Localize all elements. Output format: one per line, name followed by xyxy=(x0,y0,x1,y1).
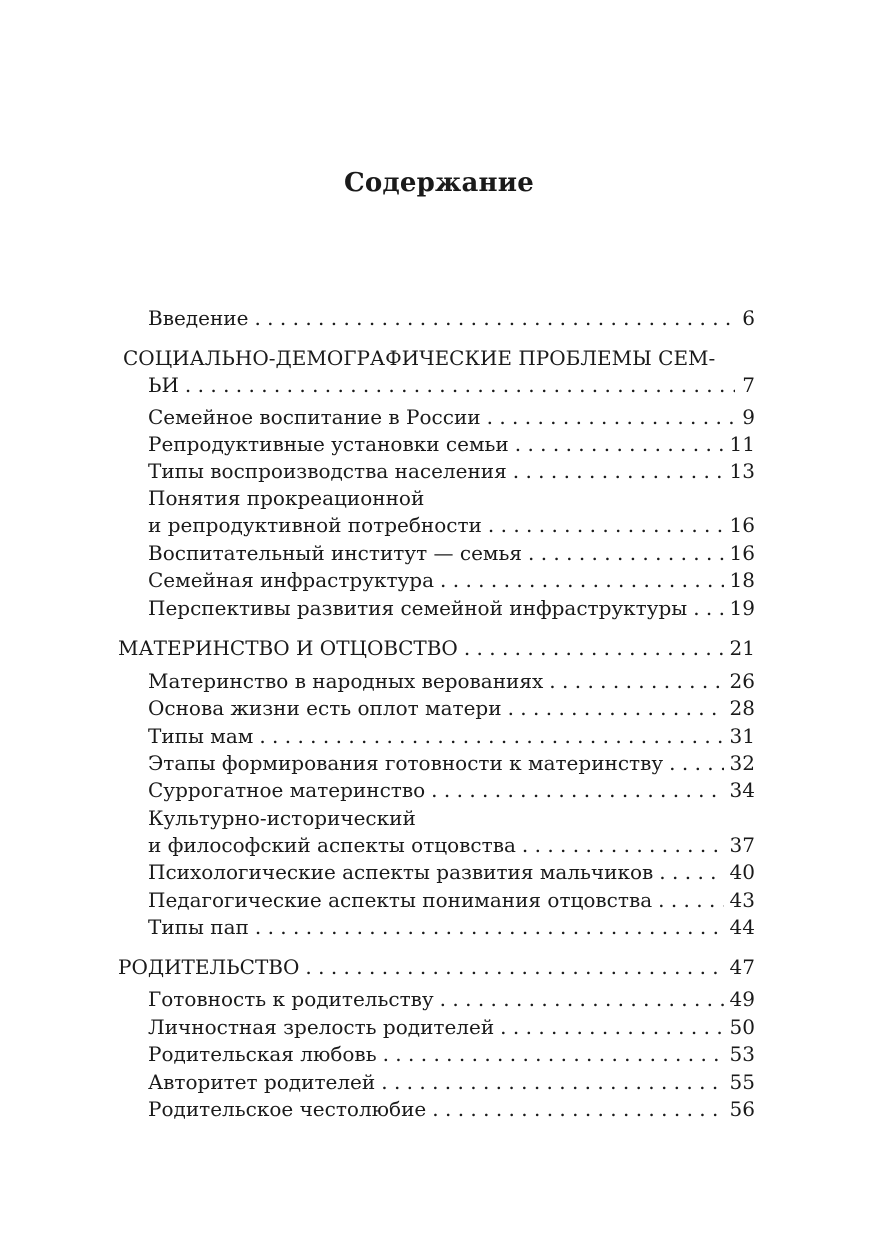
dot-leader xyxy=(432,1096,723,1123)
section-heading-line1: СОЦИАЛЬНО-ДЕМОГРАФИЧЕСКИЕ ПРОБЛЕМЫ СЕМ- xyxy=(123,346,716,370)
section-page: 21 xyxy=(729,636,755,660)
section-heading-2 xyxy=(118,635,755,662)
toc-entry-label: Семейное воспитание в России xyxy=(148,405,481,429)
dot-leader xyxy=(522,832,724,859)
toc-entry xyxy=(148,750,755,777)
dot-leader xyxy=(305,954,723,981)
toc-entry-label: Родительское честолюбие xyxy=(148,1097,427,1121)
toc-entry-label: Личностная зрелость родителей xyxy=(148,1015,495,1039)
toc-entry xyxy=(148,914,755,941)
dot-leader xyxy=(185,372,735,399)
toc-entry-page: 31 xyxy=(729,724,755,748)
toc-entry-page: 11 xyxy=(729,432,755,456)
toc-entry xyxy=(148,695,755,722)
dot-leader xyxy=(669,750,723,777)
toc-entry xyxy=(148,723,755,750)
toc-entry xyxy=(148,777,755,804)
toc-entry xyxy=(148,986,755,1013)
toc-entry-page: 55 xyxy=(729,1070,755,1094)
section-heading-3 xyxy=(118,954,755,981)
section-heading-1 xyxy=(148,372,755,399)
dot-leader xyxy=(508,695,724,722)
dot-leader xyxy=(464,635,724,662)
toc-entry-label: Перспективы развития семейной инфраструктуры xyxy=(148,596,688,620)
toc-entry xyxy=(148,832,755,859)
toc-entry xyxy=(148,512,755,539)
toc-entry-page: 16 xyxy=(729,541,755,565)
toc-entry xyxy=(148,1096,755,1123)
toc-entry-label: и философский аспекты отцовства xyxy=(148,833,516,857)
toc-entry-page: 34 xyxy=(729,778,755,802)
dot-leader xyxy=(513,458,724,485)
toc-entry-label-line1: Понятия прокреационной xyxy=(148,486,425,510)
dot-leader xyxy=(487,404,735,431)
dot-leader xyxy=(658,887,723,914)
toc-entry xyxy=(148,458,755,485)
page-title: Содержание xyxy=(343,168,535,198)
dot-leader xyxy=(254,305,735,332)
section-heading: РОДИТЕЛЬСТВО xyxy=(118,955,300,979)
toc-entry-label: Этапы формирования готовности к материнству xyxy=(148,751,664,775)
toc-entry-page: 40 xyxy=(729,860,755,884)
toc-entry-intro xyxy=(148,305,755,332)
toc-entry xyxy=(148,540,755,567)
dot-leader xyxy=(431,777,723,804)
dot-leader xyxy=(693,595,723,622)
toc-entry-page: 49 xyxy=(729,987,755,1011)
toc-entry xyxy=(148,887,755,914)
toc-entry-page: 9 xyxy=(742,405,755,429)
section-page: 47 xyxy=(729,955,755,979)
toc-entry-page: 44 xyxy=(729,915,755,939)
toc-entry-page: 13 xyxy=(729,459,755,483)
dot-leader xyxy=(383,1041,724,1068)
toc-entry-page: 6 xyxy=(742,306,755,330)
dot-leader xyxy=(440,986,724,1013)
toc-entry-label: Суррогатное материнство xyxy=(148,778,426,802)
toc-entry-page: 32 xyxy=(729,751,755,775)
section-heading-line2: ЬИ xyxy=(148,373,179,397)
toc-entry-label-line1: Культурно-исторический xyxy=(148,806,416,830)
toc-entry-label: Репродуктивные установки семьи xyxy=(148,432,509,456)
toc-entry-page: 19 xyxy=(729,596,755,620)
toc-entry-label: Материнство в народных верованиях xyxy=(148,669,544,693)
toc-entry-label: Психологические аспекты развития мальчиков xyxy=(148,860,654,884)
section-page: 7 xyxy=(742,373,755,397)
toc-entry-label: Воспитательный институт — семья xyxy=(148,541,522,565)
dot-leader xyxy=(259,723,723,750)
toc-entry xyxy=(148,859,755,886)
toc-entry-label: Педагогические аспекты понимания отцовства xyxy=(148,888,653,912)
dot-leader xyxy=(500,1014,723,1041)
toc-entry-label: Семейная инфраструктура xyxy=(148,568,435,592)
dot-leader xyxy=(659,859,723,886)
section-heading: МАТЕРИНСТВО И ОТЦОВСТВО xyxy=(118,636,458,660)
toc-entry-page: 53 xyxy=(729,1042,755,1066)
toc-entry-label: Основа жизни есть оплот матери xyxy=(148,696,502,720)
dot-leader xyxy=(549,668,723,695)
toc-entry-label: Типы пап xyxy=(148,915,249,939)
toc-entry-page: 16 xyxy=(729,513,755,537)
toc-entry-label: Типы мам xyxy=(148,724,254,748)
toc-entry-page: 43 xyxy=(729,888,755,912)
toc-entry xyxy=(148,668,755,695)
toc-entry-page: 37 xyxy=(729,833,755,857)
toc-entry-page: 56 xyxy=(729,1097,755,1121)
toc-entry xyxy=(148,567,755,594)
toc-entry-label: Введение xyxy=(148,306,249,330)
toc-entry-label: Авторитет родителей xyxy=(148,1070,376,1094)
toc-entry-label: Типы воспроизводства населения xyxy=(148,459,507,483)
toc-entry-label: Готовность к родительству xyxy=(148,987,434,1011)
toc-entry xyxy=(148,595,755,622)
toc-entry xyxy=(148,404,755,431)
dot-leader xyxy=(440,567,724,594)
toc-entry xyxy=(148,431,755,458)
toc-entry-label: Родительская любовь xyxy=(148,1042,377,1066)
dot-leader xyxy=(488,512,724,539)
dot-leader xyxy=(255,914,724,941)
toc-entry-page: 26 xyxy=(729,669,755,693)
toc-entry-page: 28 xyxy=(729,696,755,720)
toc-entry xyxy=(148,1014,755,1041)
dot-leader xyxy=(515,431,724,458)
toc-entry-page: 50 xyxy=(729,1015,755,1039)
toc-entry xyxy=(148,1041,755,1068)
dot-leader xyxy=(381,1069,723,1096)
toc-entry xyxy=(148,1069,755,1096)
toc-entry-page: 18 xyxy=(729,568,755,592)
dot-leader xyxy=(528,540,724,567)
toc-entry-label: и репродуктивной потребности xyxy=(148,513,482,537)
